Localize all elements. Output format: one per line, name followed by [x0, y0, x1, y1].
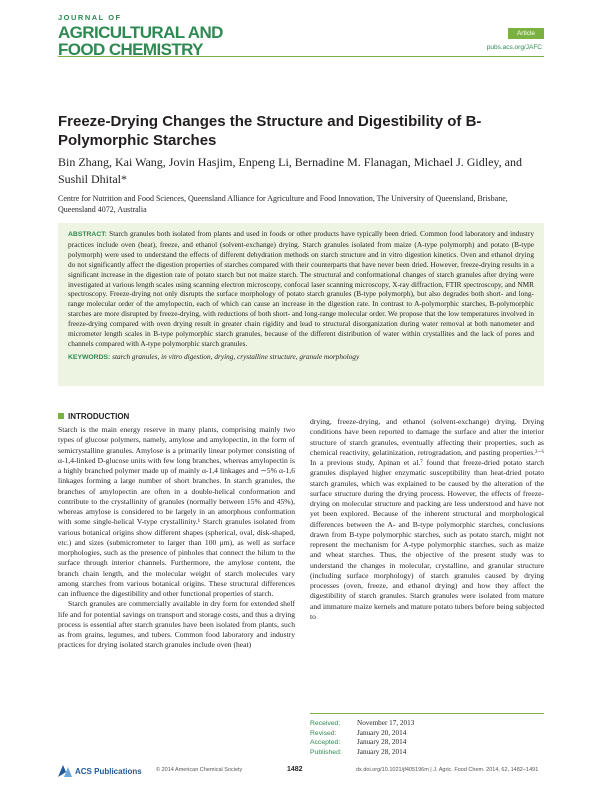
right-column: [310, 417, 544, 622]
keywords-label: KEYWORDS:: [68, 353, 111, 361]
acs-logo-icon: [58, 765, 72, 777]
section-heading-introduction: [58, 412, 129, 421]
section-bullet-icon: [58, 413, 64, 419]
copyright-notice: © 2014 American Chemical Society: [156, 767, 243, 773]
paragraph: Starch is the main energy reserve in many plants, comprising mainly two types of glucose polymers, namely, amylose and amylopectin, in the form of semicrystalline granules. Amylose is a primarily linear polymer consisting of α-1,4-linked D-glucose units with few long branches, whereas amylopectin is a highly branched polymer made up of mainly α-1,4 linkages and ∼5% α-1,6 linkages forming a large number of short branches. In starch granules, the branches of amylopectin are often in a double-helical conformation and contribute to the crystallinity of granules (normally between 15% and 45%), whereas amylose is considered to be largely in an amorphous conformation with some single-helical V-type crystallinity.¹ Starch granules isolated from various botanical origins show different shapes (spherical, oval, disk-shaped, etc.) and sizes (submicrometer to larger than 100 μm), as well as surface morphologies, such as the presence of pinholes that connect the hilum to the surface through interior channels. Furthermore, the amylose content, the branch chain length, and the molecular weight of starch molecules vary among starches from various botanical origins. These structural differences can influence the digestibility and other functional properties of starch.: [58, 425, 295, 598]
keywords-text: starch granules, in vitro digestion, drying, crystalline structure, granule morphology: [112, 351, 360, 361]
abstract-box: [58, 223, 544, 386]
paragraph: drying, freeze-drying, and ethanol (solvent-exchange) drying. Drying conditions have been reported to damage the surface and alter the interior structure of starch granules, eventually affecting their properties, such as chemical reactivity, gelatinization, retrogradation, and pasting properties.²⁻⁶ In a previous study, Apinan et al.⁷ found that freeze-dried potato starch granules displayed higher enzymatic susceptibility than heat-dried potato starch granules, which was explained to be caused by the alteration of the surface structure during the drying process. However, the effects of freeze-drying on molecular structure and packing are less understood and have not yet been explored. Because of the inherent structural and morphological differences between the A- and B-type polymorphic starches, conclusions drawn from B-type polymorphic starches, such as potato starch, might not represent the mechanism for A-type polymorphic starches, such as maize and wheat starches. Thus, the objective of the present study was to understand the changes in molecular, crystalline, and granular structure (including surface morphology) of starch granules caused by drying processes (oven, freeze, and ethanol drying) and how they affect the digestibility of starch granules. Starch granules were isolated from mature and immature maize kernels and mature potato tubers before being subjected to: [310, 417, 544, 621]
journal-logo: [58, 14, 228, 58]
paragraph: Starch granules are commercially available in dry form for extended shelf life and for potential savings on transport and storage costs, and thus a drying process is essential after starch granules have been isolated from plants, such as from grains, legumes, and tubers. Common food laboratory and industry practices for drying isolated starch granules include oven (heat): [58, 599, 295, 650]
date-label: Received:: [310, 720, 341, 727]
journal-url-link[interactable]: pubs.acs.org/JAFC: [486, 44, 542, 51]
date-row: [310, 738, 544, 748]
date-label: Revised:: [310, 729, 337, 737]
keywords-line: [68, 352, 534, 363]
publisher-name: ACS Publications: [75, 766, 142, 776]
journal-logo-line2: AGRICULTURAL AND: [58, 22, 223, 42]
left-column: [58, 425, 295, 651]
abstract-label: ABSTRACT:: [68, 231, 107, 238]
header-divider: [58, 56, 544, 57]
date-row: [310, 729, 544, 739]
section-heading-text: INTRODUCTION: [68, 412, 130, 421]
date-value: November 17, 2013: [357, 719, 415, 727]
acs-publications-logo: [58, 765, 142, 777]
page-number: 1482: [287, 766, 303, 773]
date-label: Accepted:: [310, 739, 341, 746]
article-type-badge: Article: [508, 28, 544, 39]
journal-logo-line3: FOOD CHEMISTRY: [58, 39, 203, 59]
affiliation: Centre for Nutrition and Food Sciences, Queensland Alliance for Agriculture and Food Innovation, The University of Queensland, Brisbane, Queensland 4072, Australia: [58, 194, 508, 214]
date-label: Published:: [310, 748, 342, 756]
date-value: January 28, 2014: [357, 738, 407, 746]
abstract-text: Starch granules both isolated from plants and used in foods or other products have typically been dried. Common food laboratory and industry practices include oven (heat), freeze, and ethanol (solvent-exchange) drying. Starch granules isolated from maize (A-type polymorph) and potato (B-type polymorph) were used to understand the effects of different dehydration methods on starch structure and in vitro digestion kinetics. Oven and ethanol drying do not significantly affect the digestion properties of starches compared with their counterparts that have never been dried. However, freeze-drying results in a significant increase in the digestion rate of potato starch but not maize starch. The structural and conformational changes of starch granules after drying were investigated at various length scales using scanning electron microscopy, confocal laser scanning microscopy, X-ray diffraction, FTIR spectroscopy, and NMR spectroscopy. Freeze-drying not only disrupts the surface morphology of potato starch granules (B-type polymorph), but also degrades both short- and long-range molecular order of the amylopectin, each of which can cause an increase in the digestion rate. In contrast to A-polymorphic starches, B-polymorphic starches are more disrupted by freeze-drying, with reductions of both short- and long-range molecular order. We propose that the low temperatures involved in freeze-drying compared with oven drying result in greater chain rigidity and lead to structural disorganization during water removal at both nanometer and micrometer length scales in B-type polymorphic starch granules, because of the different distribution of water within crystallites and the lack of pores and channels compared with A-type polymorphic starch granules.: [68, 229, 534, 348]
article-title: Freeze-Drying Changes the Structure and Digestibility of B-Polymorphic Starches: [58, 113, 482, 149]
author-list: Bin Zhang, Kai Wang, Jovin Hasjim, Enpeng Li, Bernadine M. Flanagan, Michael J. Gidley, and Sushil Dhital*: [58, 155, 522, 186]
date-value: January 28, 2014: [357, 747, 407, 756]
journal-logo-line1: JOURNAL OF: [58, 13, 122, 22]
date-row: [310, 748, 544, 758]
date-row: [310, 719, 544, 729]
date-value: January 20, 2014: [357, 728, 407, 737]
doi-citation[interactable]: dx.doi.org/10.1021/jf405196m | J. Agric. Food Chem. 2014, 62, 1482−1491: [356, 767, 539, 773]
publication-dates: [310, 713, 544, 757]
